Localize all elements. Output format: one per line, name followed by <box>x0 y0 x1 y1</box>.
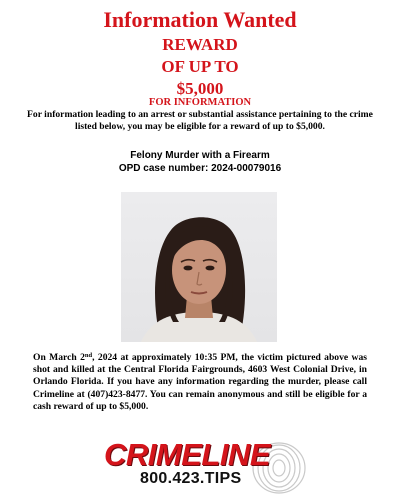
intro-paragraph: For information leading to an arrest or substantial assistance pertaining to the crime listed below, you may be eligible for a reward of up to $5,000. <box>27 109 373 132</box>
incident-description <box>33 352 367 413</box>
reward-amount: $5,000 <box>176 79 224 98</box>
incident-text-start: On March 2 <box>33 352 85 363</box>
reward-subheading: OF UP TO <box>161 57 239 76</box>
flyer-title: Information Wanted <box>103 7 297 32</box>
crimeline-wordmark: CRIMELINE <box>104 437 270 472</box>
case-number: OPD case number: 2024-00079016 <box>118 163 282 174</box>
crimeline-logo <box>96 438 306 496</box>
victim-portrait-image <box>121 192 277 342</box>
tips-phone-number: 800.423.TIPS <box>140 470 242 487</box>
reward-heading: REWARD <box>162 35 238 54</box>
victim-photo <box>121 192 277 342</box>
crime-title: Felony Murder with a Firearm <box>130 150 270 161</box>
incident-text-rest: , 2024 at approximately 10:35 PM, the victim pictured above was shot and killed at the Central Florida Fairgrounds, 4603 West Colonial Drive, in Orlando Florida. If you have any information regarding the murder, please call Crimeline at (407)423-8477. You can remain anonymous and still be eligible for a cash reward of up to $5,000. <box>33 352 367 412</box>
reward-purpose: FOR INFORMATION <box>148 97 252 108</box>
date-ordinal-suffix: nd <box>84 352 93 359</box>
